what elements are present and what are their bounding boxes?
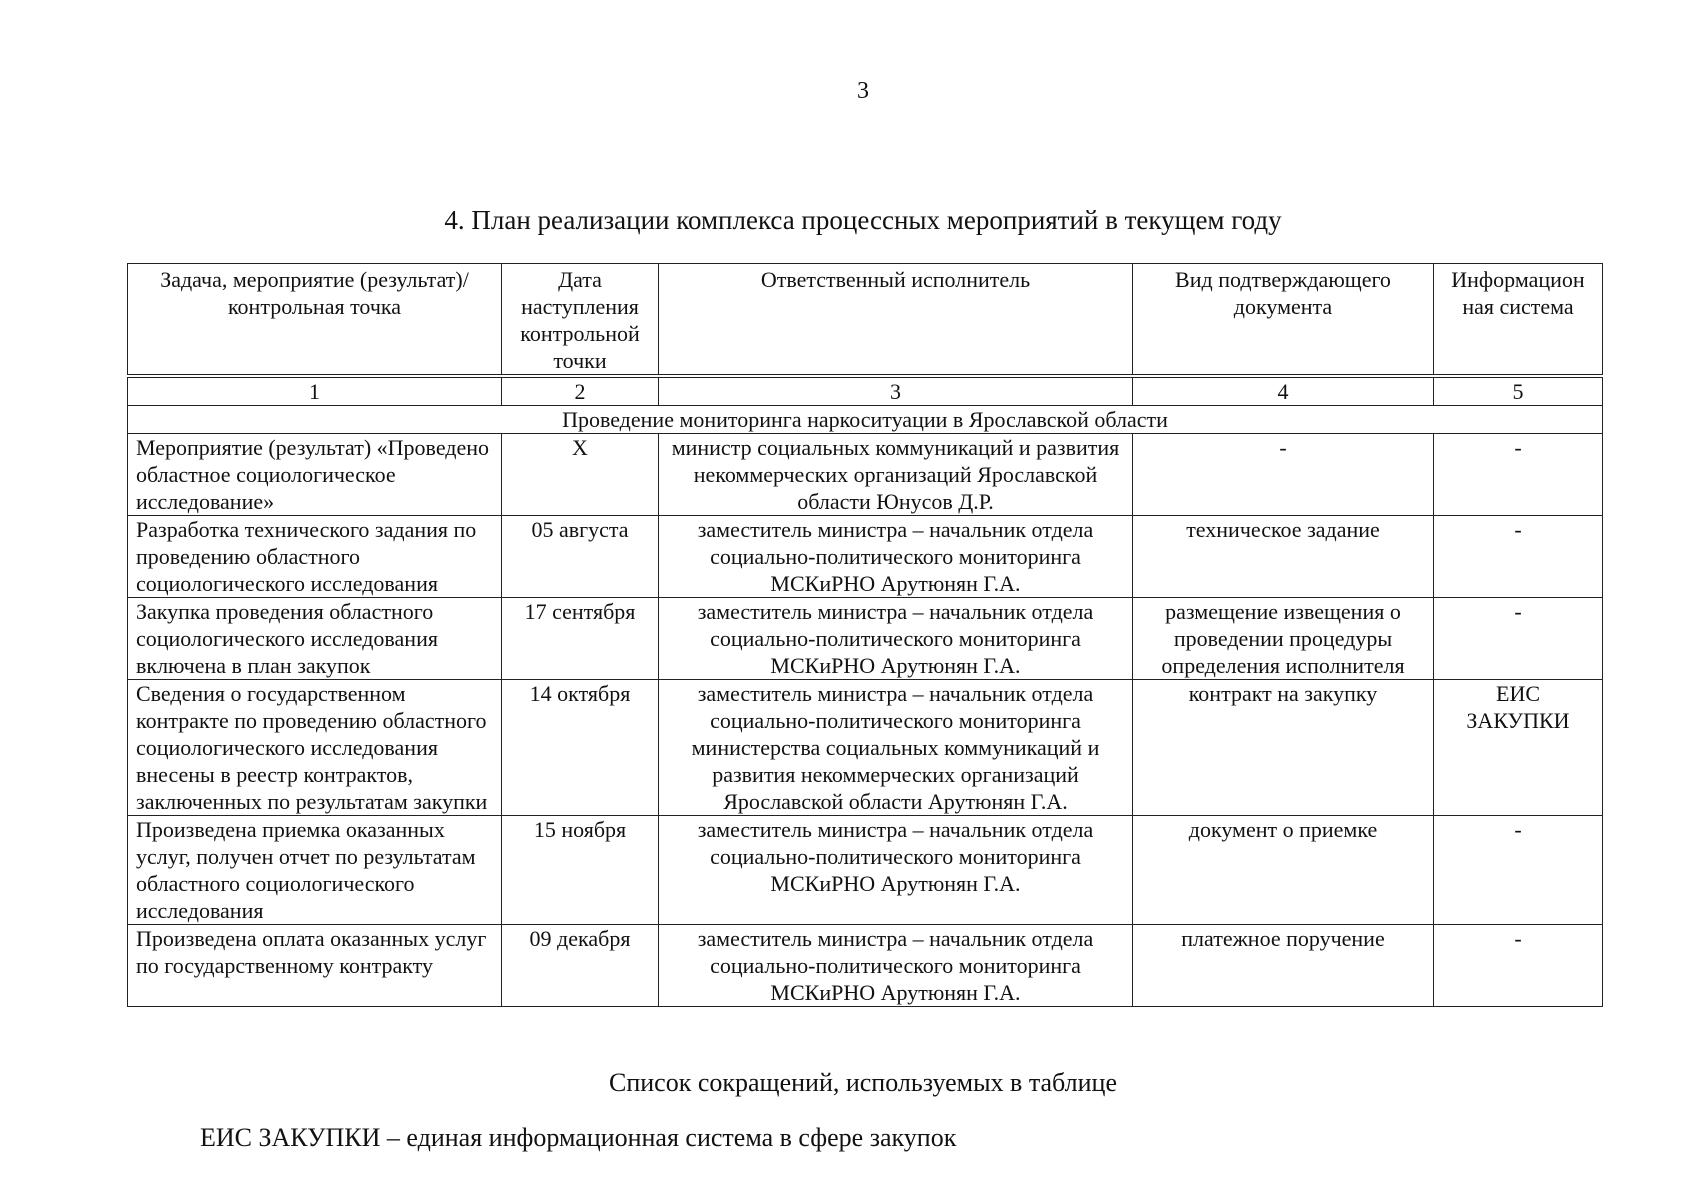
date-cell: 05 августа [502, 516, 659, 598]
table-row [128, 516, 1603, 598]
column-number: 4 [1133, 376, 1434, 406]
header-date: Дата наступления контрольной точки [502, 264, 659, 377]
table-row [128, 680, 1603, 816]
column-number: 3 [659, 376, 1133, 406]
table-row [128, 816, 1603, 925]
date-cell: Х [502, 434, 659, 516]
header-executor: Ответственный исполнитель [659, 264, 1133, 377]
column-number: 1 [128, 376, 502, 406]
table-row [128, 598, 1603, 680]
document-cell: техническое задание [1133, 516, 1434, 598]
section-title: 4. План реализации комплекса процессных мероприятий в текущем году [444, 205, 1282, 235]
system-cell: - [1434, 816, 1603, 925]
column-number: 2 [502, 376, 659, 406]
system-cell: - [1434, 925, 1603, 1007]
task-cell: Разработка технического задания по проведению областного социологического исследования [128, 516, 502, 598]
task-cell: Сведения о государственном контракте по проведению областного социологического исследования внесены в реестр контрактов, заключенных по результатам закупки [128, 680, 502, 816]
column-number: 5 [1434, 376, 1603, 406]
executor-cell: заместитель министра – начальник отдела социально-политического мониторинга МСКиРНО Арутюнян Г.А. [659, 816, 1133, 925]
system-cell: - [1434, 598, 1603, 680]
table-header-row [128, 264, 1603, 377]
header-task: Задача, мероприятие (результат)/контрольная точка [128, 264, 502, 377]
executor-cell: заместитель министра – начальник отдела социально-политического мониторинга МСКиРНО Арутюнян Г.А. [659, 598, 1133, 680]
system-cell: ЕИС ЗАКУПКИ [1434, 680, 1603, 816]
executor-cell: заместитель министра – начальник отдела социально-политического мониторинга МСКиРНО Арутюнян Г.А. [659, 925, 1133, 1007]
executor-cell: заместитель министра – начальник отдела социально-политического мониторинга МСКиРНО Арутюнян Г.А. [659, 516, 1133, 598]
task-cell: Произведена приемка оказанных услуг, получен отчет по результатам областного социологического исследования [128, 816, 502, 925]
date-cell: 15 ноября [502, 816, 659, 925]
executor-cell: заместитель министра – начальник отдела социально-политического мониторинга министерства социальных коммуникаций и развития некоммерческих организаций Ярославской области Арутюнян Г.А. [659, 680, 1133, 816]
table-row [128, 434, 1603, 516]
task-cell: Произведена оплата оказанных услуг по государственному контракту [128, 925, 502, 1007]
header-document: Вид подтверждающего документа [1133, 264, 1434, 377]
date-cell: 14 октября [502, 680, 659, 816]
document-cell: документ о приемке [1133, 816, 1434, 925]
date-cell: 09 декабря [502, 925, 659, 1007]
system-cell: - [1434, 516, 1603, 598]
date-cell: 17 сентября [502, 598, 659, 680]
header-system: Информацион ная система [1434, 264, 1603, 377]
executor-cell: министр социальных коммуникаций и развития некоммерческих организаций Ярославской области Юнусов Д.Р. [659, 434, 1133, 516]
task-cell: Мероприятие (результат) «Проведено областное социологическое исследование» [128, 434, 502, 516]
document-cell: контракт на закупку [1133, 680, 1434, 816]
group-title: Проведение мониторинга наркоситуации в Ярославской области [128, 406, 1603, 434]
group-title-row [128, 406, 1603, 434]
document-cell: платежное поручение [1133, 925, 1434, 1007]
abbreviation-entry: ЕИС ЗАКУПКИ – единая информационная система в сфере закупок [200, 1123, 957, 1152]
abbreviations-title: Список сокращений, используемых в таблице [609, 1068, 1117, 1097]
implementation-plan-table [127, 263, 1603, 1007]
column-number-row [128, 376, 1603, 406]
document-cell: размещение извещения о проведении процедуры определения исполнителя [1133, 598, 1434, 680]
document-cell: - [1133, 434, 1434, 516]
table-row [128, 925, 1603, 1007]
task-cell: Закупка проведения областного социологического исследования включена в план закупок [128, 598, 502, 680]
system-cell: - [1434, 434, 1603, 516]
page-number: 3 [857, 78, 869, 104]
